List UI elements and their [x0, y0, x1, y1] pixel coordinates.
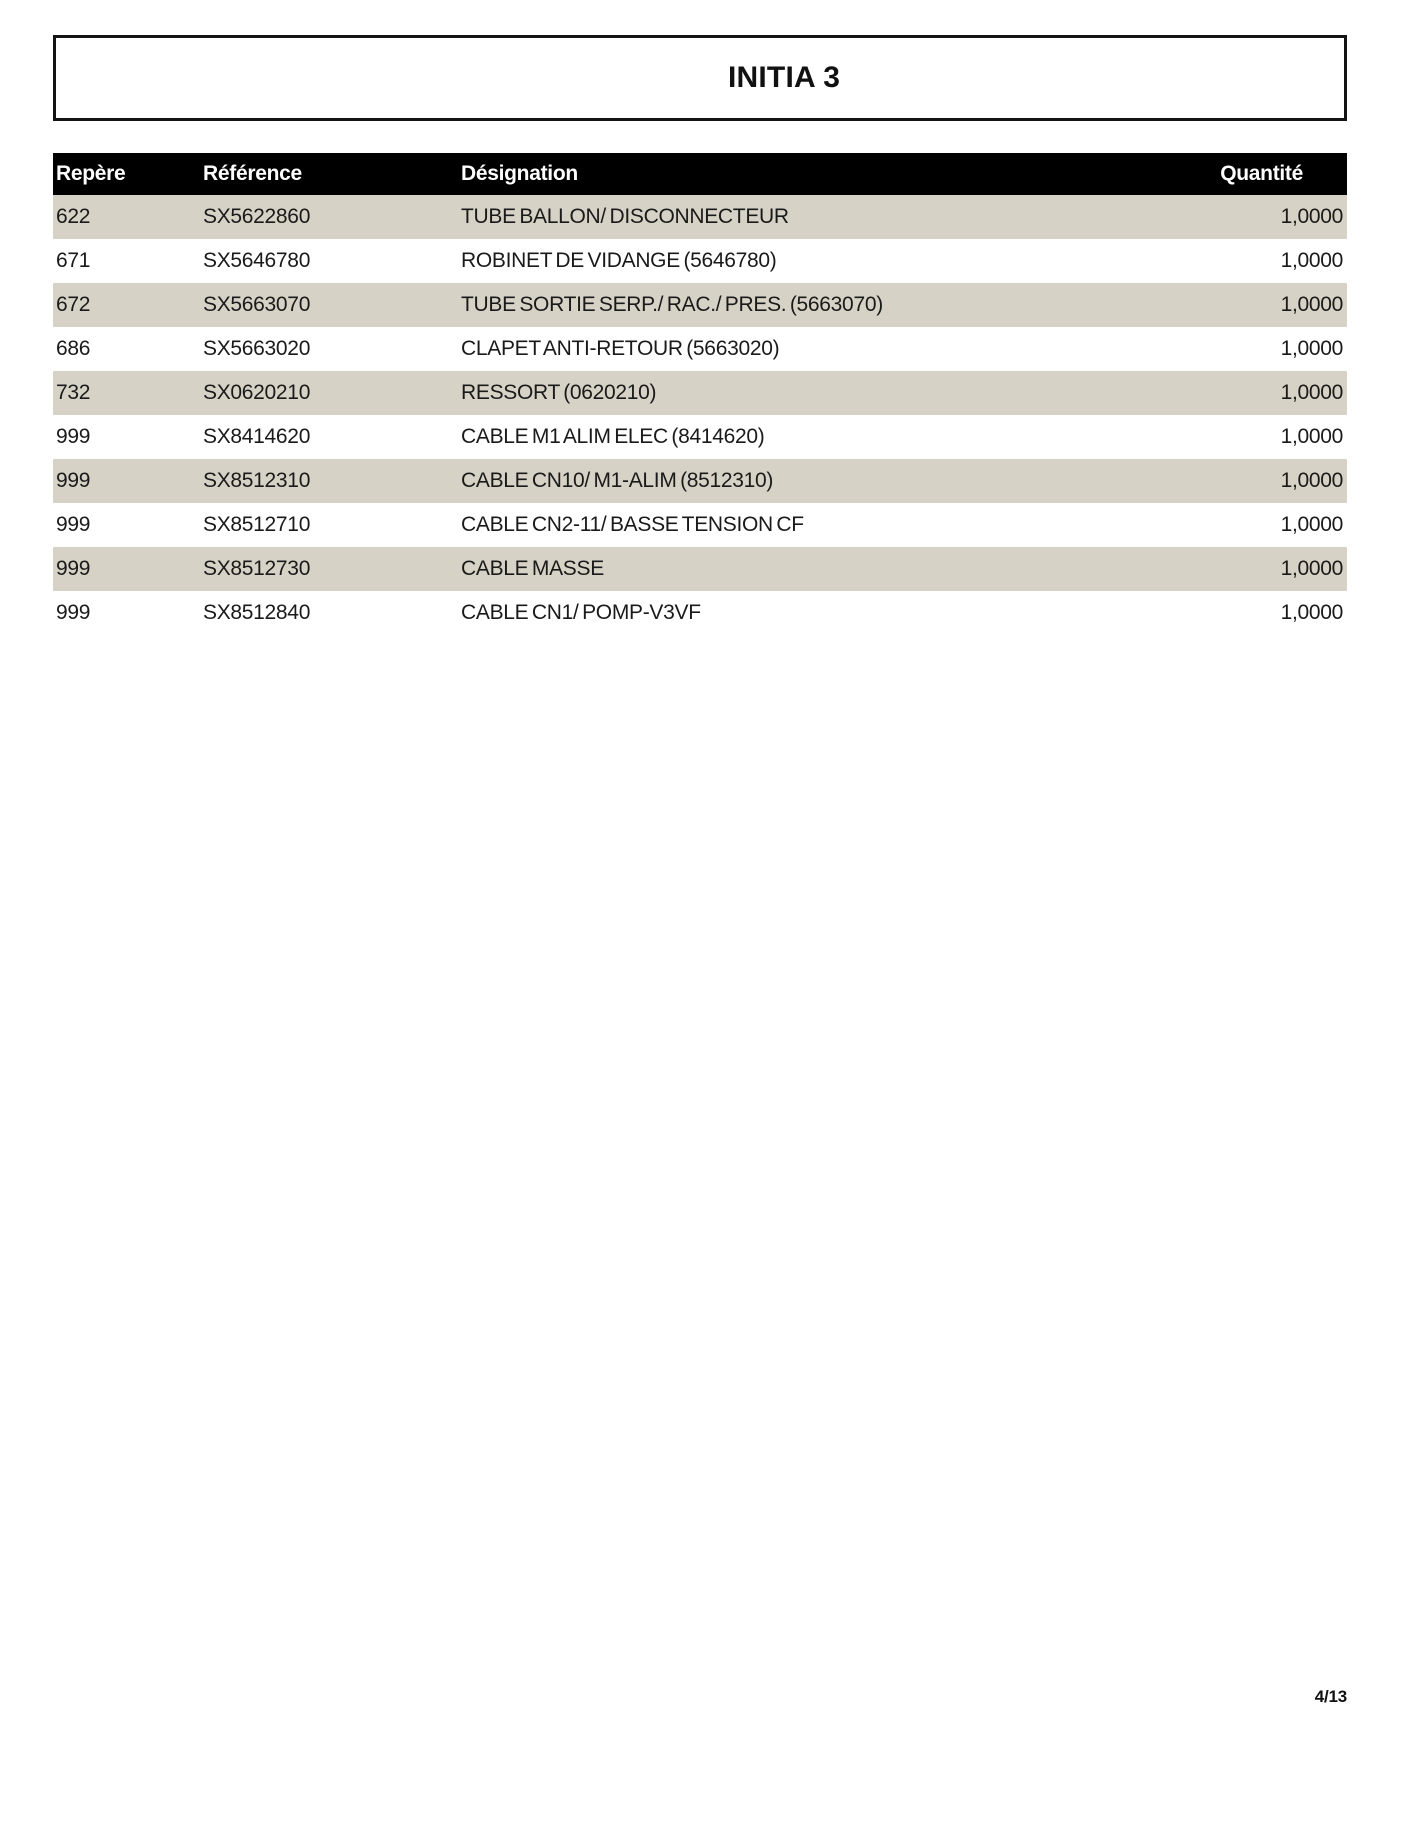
- designation-cell: TUBE BALLON/ DISCONNECTEUR: [461, 205, 789, 228]
- quantite-cell: 1,0000: [1280, 293, 1343, 316]
- page-number: 4/13: [1314, 1687, 1347, 1706]
- quantite-cell: 1,0000: [1280, 469, 1343, 492]
- quantite-cell: 1,0000: [1280, 205, 1343, 228]
- repere-cell: 999: [56, 601, 91, 624]
- repere-cell: 671: [56, 249, 91, 272]
- reference-cell: SX5646780: [203, 249, 311, 272]
- column-header-repere: Repère: [53, 153, 203, 195]
- repere-cell: 732: [56, 381, 91, 404]
- designation-cell: ROBINET DE VIDANGE (5646780): [461, 249, 777, 272]
- reference-cell: SX5622860: [203, 205, 311, 228]
- designation-cell: CABLE CN1/ POMP-V3VF: [461, 601, 701, 624]
- designation-cell: CABLE CN2-11/ BASSE TENSION CF: [461, 513, 804, 536]
- repere-cell: 622: [56, 205, 91, 228]
- column-header-quantite: Quantité: [1101, 153, 1347, 195]
- quantite-cell: 1,0000: [1280, 249, 1343, 272]
- reference-cell: SX8414620: [203, 425, 311, 448]
- quantite-cell: 1,0000: [1280, 557, 1343, 580]
- reference-cell: SX5663020: [203, 337, 311, 360]
- reference-cell: SX0620210: [203, 381, 311, 404]
- table-row: [53, 195, 1347, 239]
- repere-cell: 999: [56, 557, 91, 580]
- reference-cell: SX8512840: [203, 601, 311, 624]
- table-row: [53, 503, 1347, 547]
- document-title-box: [53, 35, 1347, 121]
- quantite-cell: 1,0000: [1280, 425, 1343, 448]
- parts-table: [53, 153, 1347, 635]
- table-row: [53, 459, 1347, 503]
- designation-cell: CABLE M1 ALIM ELEC (8414620): [461, 425, 765, 448]
- reference-cell: SX5663070: [203, 293, 311, 316]
- reference-cell: SX8512310: [203, 469, 311, 492]
- table-row: [53, 547, 1347, 591]
- table-row: [53, 239, 1347, 283]
- table-row: [53, 371, 1347, 415]
- repere-cell: 686: [56, 337, 91, 360]
- table-row: [53, 591, 1347, 635]
- reference-cell: SX8512710: [203, 513, 311, 536]
- table-row: [53, 415, 1347, 459]
- column-header-reference: Référence: [203, 153, 461, 195]
- designation-cell: CABLE MASSE: [461, 557, 604, 580]
- table-row: [53, 283, 1347, 327]
- repere-cell: 672: [56, 293, 91, 316]
- quantite-cell: 1,0000: [1280, 601, 1343, 624]
- quantite-cell: 1,0000: [1280, 513, 1343, 536]
- quantite-cell: 1,0000: [1280, 381, 1343, 404]
- document-title: INITIA 3: [728, 61, 841, 94]
- parts-table-body: [53, 195, 1347, 635]
- column-header-designation: Désignation: [461, 153, 1101, 195]
- header-row: [53, 153, 1347, 195]
- repere-cell: 999: [56, 469, 91, 492]
- quantite-cell: 1,0000: [1280, 337, 1343, 360]
- designation-cell: CLAPET ANTI-RETOUR (5663020): [461, 337, 780, 360]
- designation-cell: CABLE CN10/ M1-ALIM (8512310): [461, 469, 774, 492]
- repere-cell: 999: [56, 425, 91, 448]
- designation-cell: RESSORT (0620210): [461, 381, 657, 404]
- reference-cell: SX8512730: [203, 557, 311, 580]
- designation-cell: TUBE SORTIE SERP./ RAC./ PRES. (5663070): [461, 293, 883, 316]
- table-row: [53, 327, 1347, 371]
- repere-cell: 999: [56, 513, 91, 536]
- parts-table-header: [53, 153, 1347, 195]
